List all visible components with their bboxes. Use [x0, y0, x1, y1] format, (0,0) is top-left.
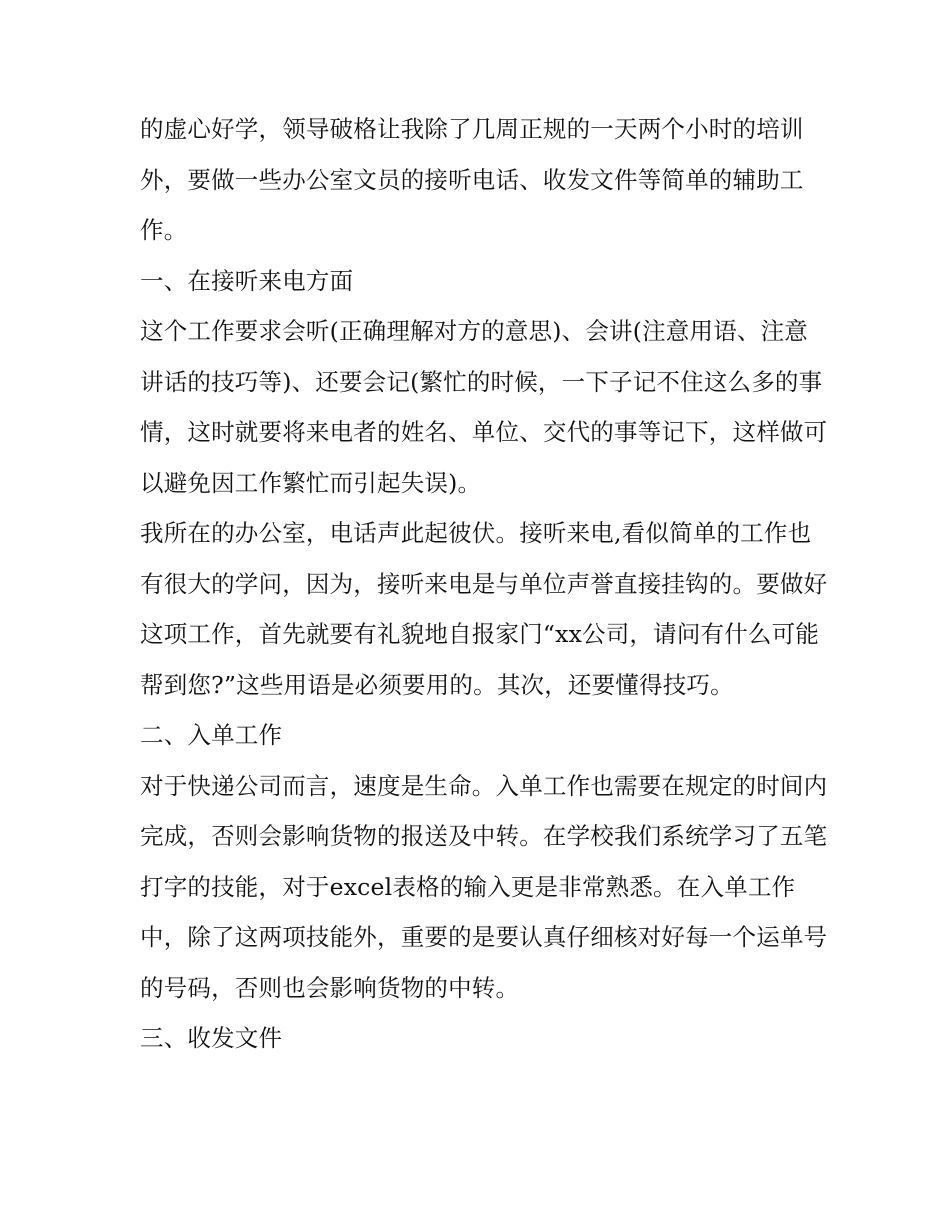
section-heading: 一、在接听来电方面 [140, 266, 354, 295]
section-heading: 三、收发文件 [140, 1024, 283, 1052]
paragraph: 这个工作要求会听(正确理解对方的意思)、会讲(注意用语、注意讲话的技巧等)、还要会记(繁忙的时候，一下子记不住这么多的事情，这时就要将来电者的姓名、单位、交代的事等记下，这样做可以避免因工作繁忙而引起失误)。 [140, 317, 828, 497]
paragraph: 的虚心好学，领导破格让我除了几周正规的一天两个小时的培训外，要做一些办公室文员的接听电话、收发文件等简单的辅助工作。 [140, 115, 804, 244]
paragraph: 我所在的办公室，电话声此起彼伏。接听来电,看似简单的工作也有很大的学问，因为，接听来电是与单位声誉直接挂钩的。要做好这项工作，首先就要有礼貌地自报家门“xx公司，请问有什么可能帮到您?”这些用语是必须要用的。其次，还要懂得技巧。 [140, 519, 828, 699]
paragraph: 对于快递公司而言，速度是生命。入单工作也需要在规定的时间内完成，否则会影响货物的报送及中转。在学校我们系统学习了五笔打字的技能，对于excel表格的输入更是非常熟悉。在入单工作中，除了这两项技能外，重要的是要认真仔细核对好每一个运单号的号码，否则也会影响货物的中转。 [140, 771, 828, 1002]
document-body [140, 104, 830, 1064]
section-heading: 二、入单工作 [140, 721, 283, 749]
